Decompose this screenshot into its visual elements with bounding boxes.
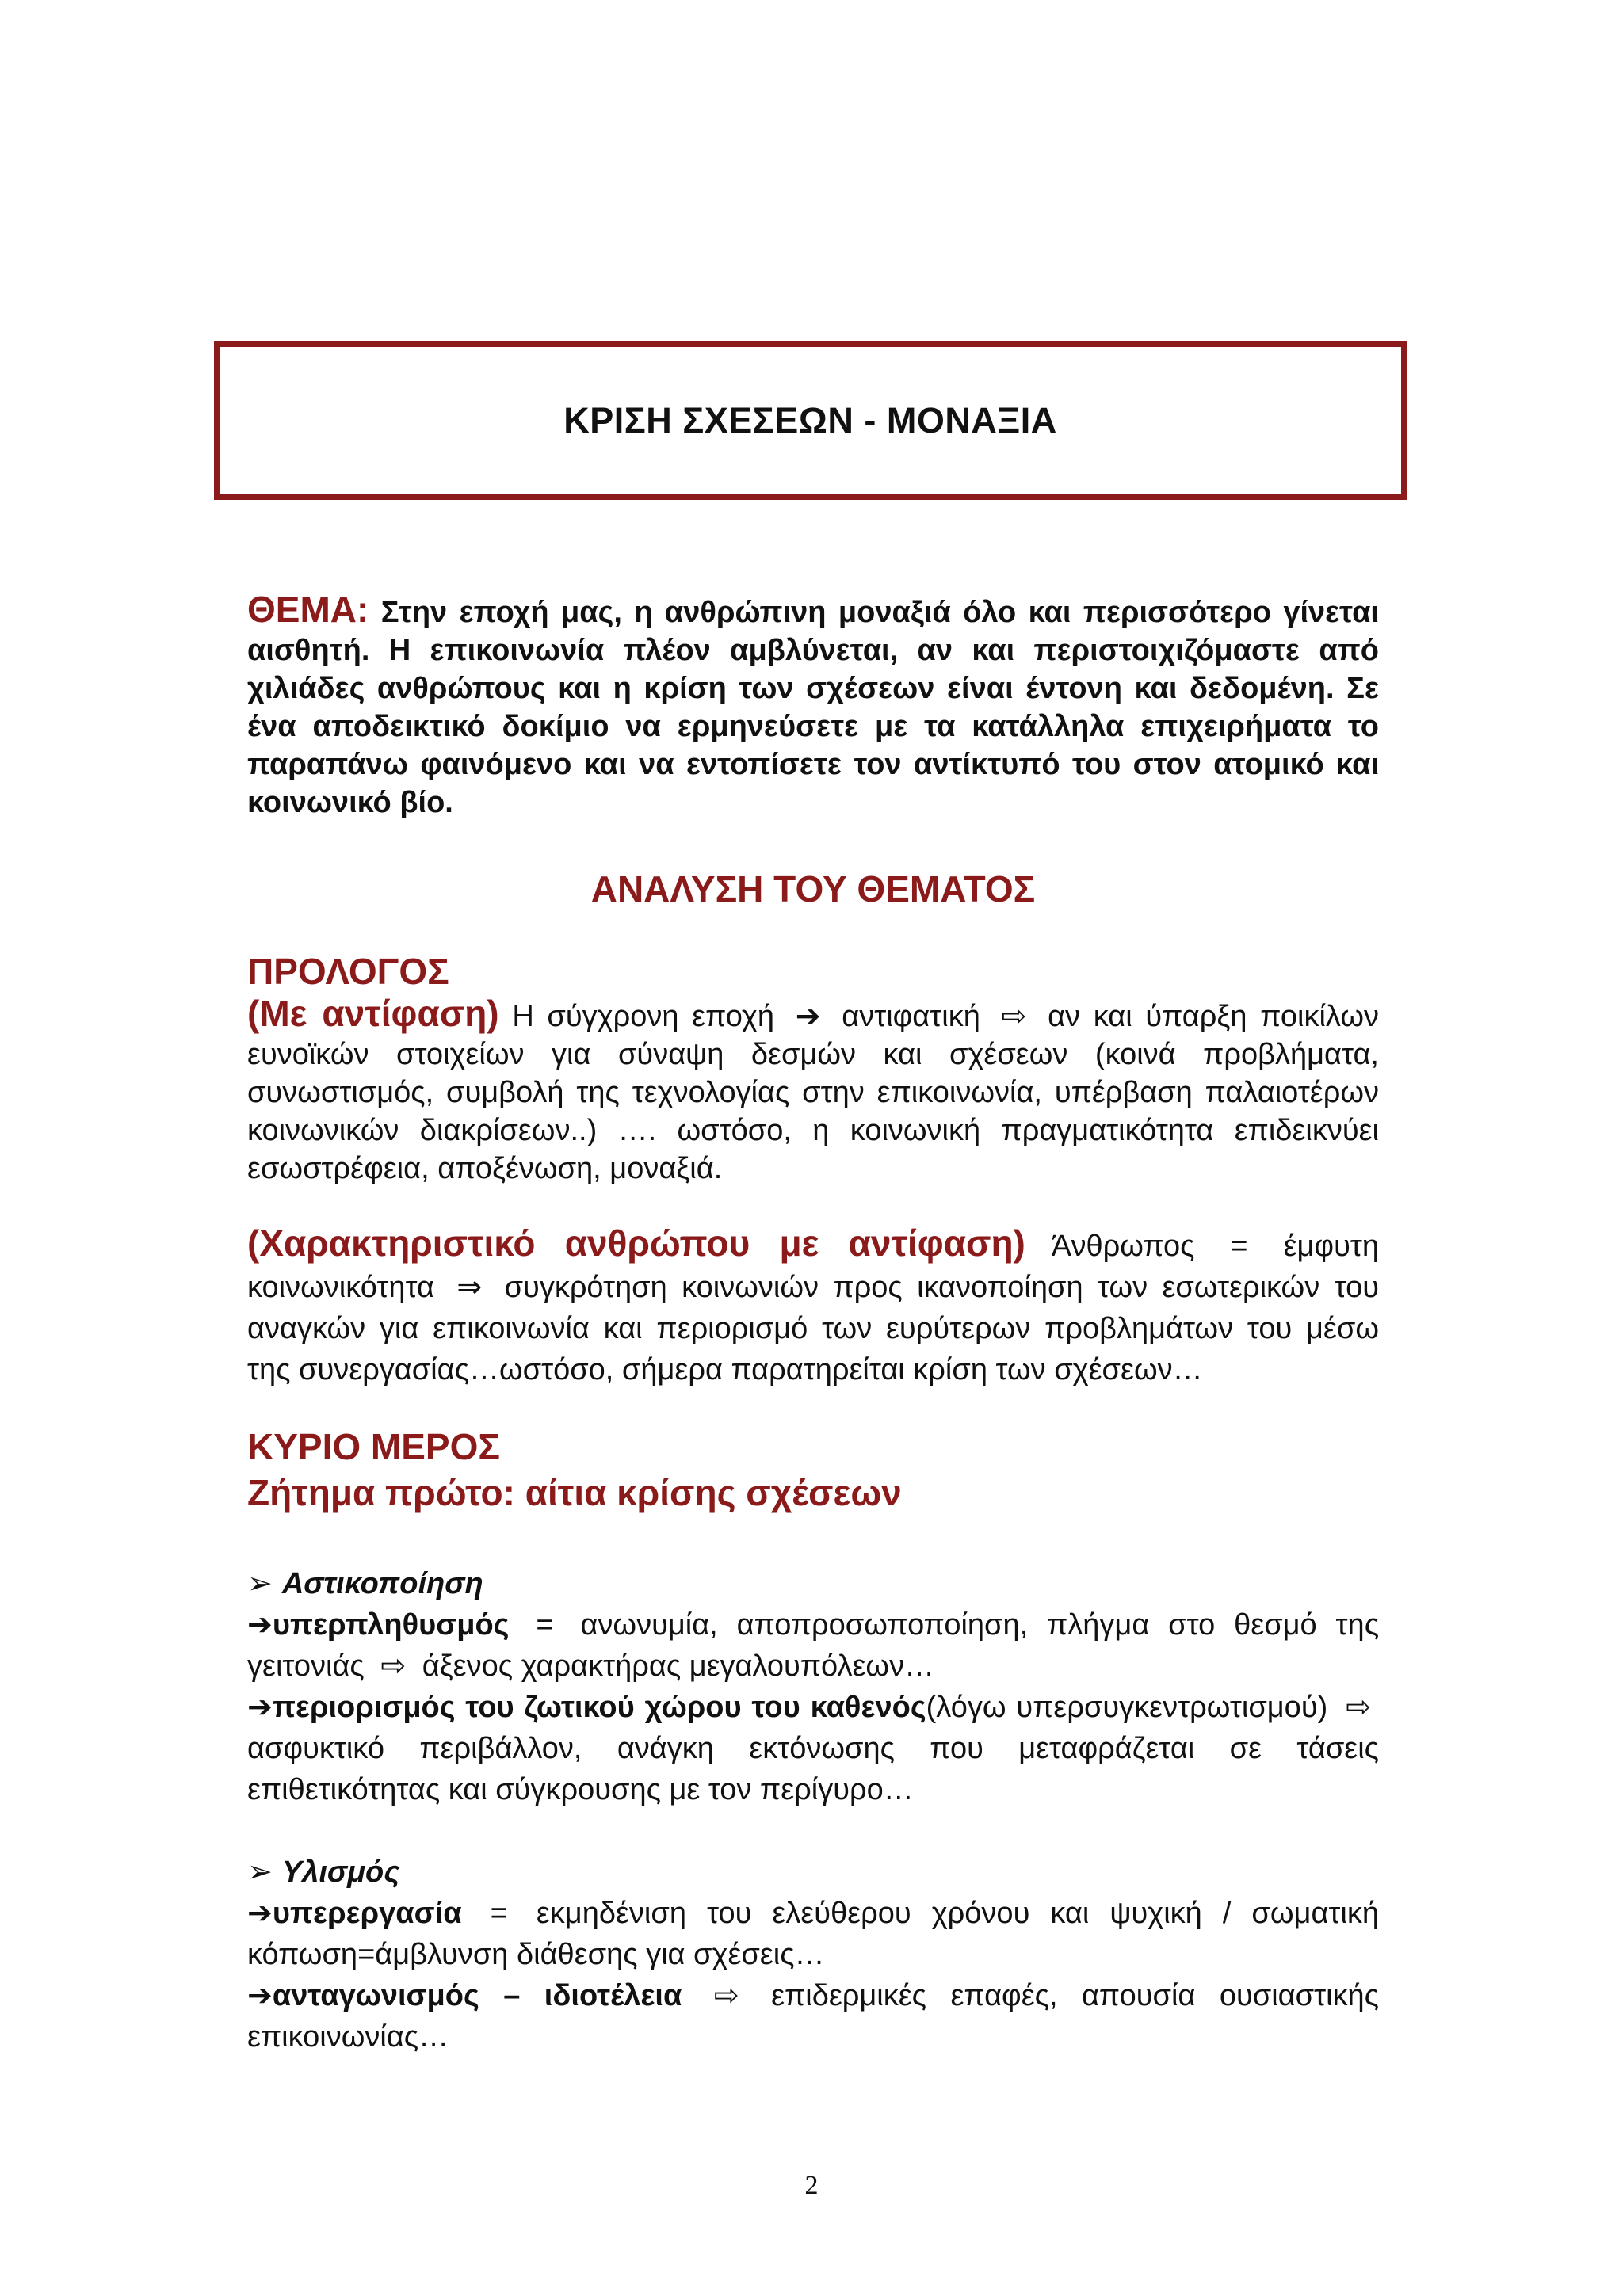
- main-heading: ΚΥΡΙΟ ΜΕΡΟΣ: [247, 1426, 500, 1467]
- item-bold-term: περιορισμός του ζωτικού χώρου του καθενός: [272, 1691, 926, 1724]
- item-text-2: ασφυκτικό περιβάλλον, ανάγκη εκτόνωσης που μεταφράζεται σε τάσεις επιθετικότητας και σύγκρουσης με τον περίγυρο…: [247, 1732, 1379, 1806]
- item-bold-term: υπερεργασία: [272, 1897, 462, 1930]
- prologue-p2-a: Άνθρωπος: [1051, 1230, 1195, 1263]
- list-item: [247, 1893, 1379, 1975]
- item-bold-term: υπερπληθυσμός: [272, 1608, 510, 1642]
- page-title: ΚΡΙΣΗ ΣΧΕΣΕΩΝ - ΜΟΝΑΞΙΑ: [563, 400, 1057, 441]
- prologue-heading: ΠΡΟΛΟΓΟΣ: [247, 951, 449, 992]
- topic-paragraph: [247, 590, 1379, 822]
- title-box: [214, 341, 1407, 500]
- document-body: [247, 590, 1379, 2058]
- section-urbanization: [247, 1563, 1379, 1810]
- topic-label: ΘΕΜΑ:: [247, 589, 369, 630]
- implies-arrow-icon: ⇒: [456, 1271, 483, 1304]
- hollow-arrow-icon: ⇨: [1346, 1691, 1371, 1724]
- right-arrow-icon: ➔: [247, 1691, 273, 1724]
- prologue-p2-b: έμφυτη κοινωνικότητα: [247, 1230, 1379, 1304]
- item-text-2: άξενος χαρακτήρας μεγαλουπόλεων…: [422, 1650, 935, 1683]
- analysis-heading: ΑΝΑΛΥΣΗ ΤΟΥ ΘΕΜΑΤΟΣ: [590, 868, 1036, 910]
- equals-sign: =: [1230, 1230, 1248, 1263]
- hollow-arrow-icon: ⇨: [1001, 1000, 1027, 1033]
- list-item: [247, 1975, 1379, 2058]
- item-text: ανωνυμία, αποπροσωποποίηση, πλήγμα στο θεσμό της γειτονιάς: [247, 1608, 1380, 1683]
- item-text-2: επιδερμικές επαφές, απουσία ουσιαστικής επικοινωνίας…: [247, 1979, 1379, 2054]
- prologue-p1-a: Η σύγχρονη εποχή: [512, 1000, 774, 1033]
- page-number: 2: [804, 2171, 819, 2200]
- section-materialism: [247, 1852, 1379, 2058]
- right-arrow-icon: ➔: [247, 1897, 273, 1930]
- prologue-p2-label: (Χαρακτηριστικό ανθρώπου με αντίφαση): [247, 1222, 1025, 1264]
- bullet-label: Υλισμός: [281, 1855, 400, 1889]
- prologue-p1-label: (Με αντίφαση): [247, 993, 499, 1034]
- bullet-heading: [247, 1563, 1379, 1604]
- right-arrow-icon: ➔: [795, 1000, 821, 1033]
- prologue-paragraph-2: [247, 1222, 1379, 1390]
- bullet-label: Αστικοποίηση: [281, 1567, 483, 1600]
- prologue-p1-c: αν και ύπαρξη ποικίλων ευνοϊκών στοιχείων για σύναψη δεσμών και σχέσεων (κοινά προβλήματα, συνωστισμός, συμβολή της τεχνολογίας στην επικοινωνία, υπέρβαση παλαιοτέρων κοινωνικών διακρίσεων..) …. ωστόσο, η κοινωνική πραγματικότητα επιδεικνύει εσωστρέφεια, αποξένωση, μοναξιά.: [247, 1000, 1380, 1185]
- hollow-arrow-icon: ⇨: [713, 1979, 739, 2012]
- prologue-p1-b: αντιφατική: [842, 1000, 980, 1033]
- main-subheading: Ζήτημα πρώτο: αίτια κρίσης σχέσεων: [247, 1472, 902, 1513]
- list-item: [247, 1687, 1379, 1810]
- item-text: (λόγω υπερσυγκεντρωτισμού): [926, 1691, 1328, 1724]
- right-arrow-icon: ➔: [247, 1608, 273, 1642]
- bullet-arrowhead-icon: ➢: [247, 1855, 273, 1889]
- list-item: [247, 1604, 1379, 1687]
- bullet-arrowhead-icon: ➢: [247, 1567, 273, 1600]
- item-text: εκμηδένιση του ελεύθερου χρόνου και ψυχική / σωματική κόπωση=άμβλυνση διάθεσης για σχέσεις…: [247, 1897, 1379, 1971]
- prologue-paragraph-1: [247, 994, 1379, 1188]
- hollow-arrow-icon: ⇨: [380, 1650, 407, 1683]
- equals-sign: =: [536, 1608, 554, 1642]
- item-bold-term: ανταγωνισμός – ιδιοτέλεια: [272, 1979, 682, 2012]
- right-arrow-icon: ➔: [247, 1979, 273, 2012]
- equals-sign: =: [490, 1897, 508, 1930]
- prologue-p2-c: συγκρότηση κοινωνιών προς ικανοποίηση των εσωτερικών του αναγκών για επικοινωνία και περιορισμό των ευρύτερων προβλημάτων του μέσω της συνεργασίας…ωστόσο, σήμερα παρατηρείται κρίση των σχέσεων…: [247, 1271, 1379, 1386]
- topic-text: Στην εποχή μας, η ανθρώπινη μοναξιά όλο και περισσότερο γίνεται αισθητή. Η επικοινωνία πλέον αμβλύνεται, αν και περιστοιχιζόμαστε από χιλιάδες ανθρώπους και η κρίση των σχέσεων είναι έντονη και δεδομένη. Σε ένα αποδεικτικό δοκίμιο να ερμηνεύσετε με τα κατάλληλα επιχειρήματα το παραπάνω φαινόμενο και να εντοπίσετε τον αντίκτυπό του στον ατομικό και κοινωνικό βίο.: [247, 596, 1379, 819]
- bullet-heading: [247, 1852, 1379, 1893]
